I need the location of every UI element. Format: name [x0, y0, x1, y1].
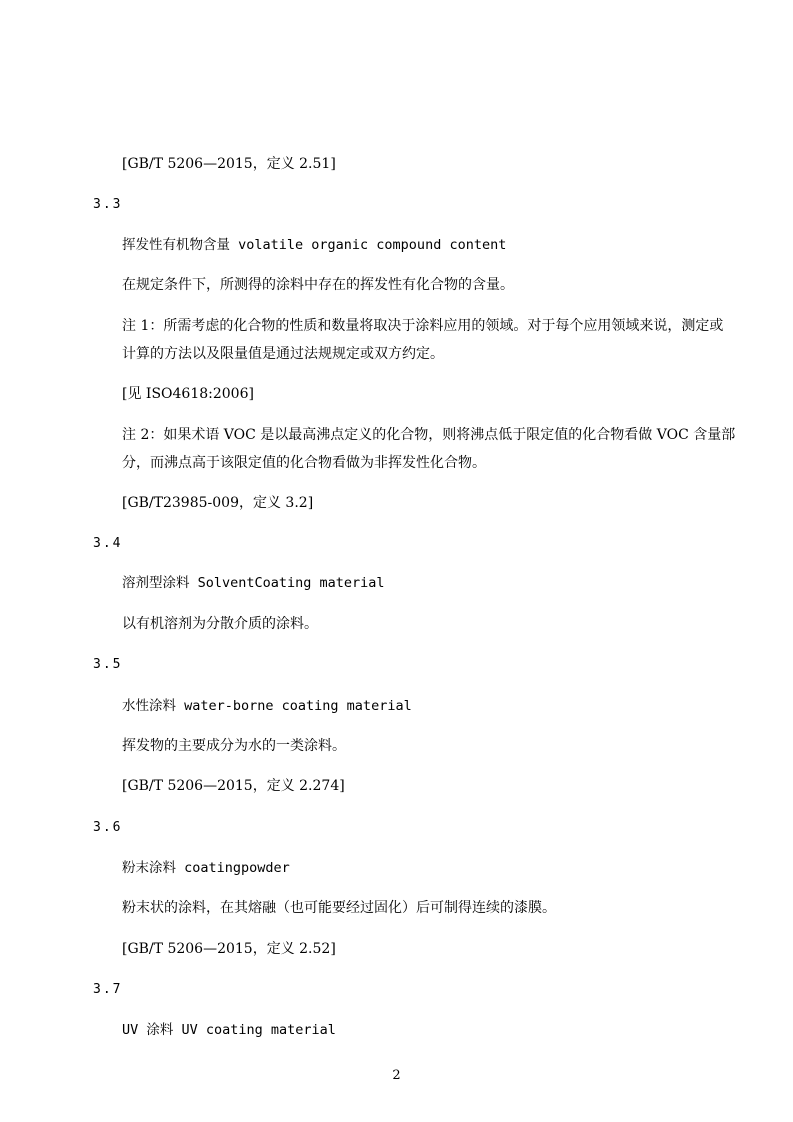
- term-heading: 水性涂料 water-borne coating material: [122, 698, 412, 714]
- clause-number: 3.4: [93, 536, 123, 551]
- definition-text: 粉末状的涂料，在其熔融（也可能要经过固化）后可制得连续的漆膜。: [122, 900, 556, 916]
- note-text: 注 1：所需考虑的化合物的性质和数量将取决于涂料应用的领域。对于每个应用领域来说，测定或: [122, 318, 724, 334]
- note-text-continued: 计算的方法以及限量值是通过法规规定或双方约定。: [122, 346, 444, 362]
- clause-number: 3.3: [93, 197, 123, 212]
- clause-number: 3.6: [93, 820, 123, 835]
- reference-line: [GB/T23985-009，定义 3.2]: [122, 495, 314, 511]
- term-heading: 挥发性有机物含量 volatile organic compound content: [122, 237, 507, 253]
- clause-number: 3.7: [93, 982, 123, 997]
- term-heading: 溶剂型涂料 SolventCoating material: [122, 575, 385, 591]
- note-text: 注 2：如果术语 VOC 是以最高沸点定义的化合物，则将沸点低于限定值的化合物看做 VOC 含量部: [122, 427, 736, 443]
- page-number: 2: [392, 1068, 401, 1083]
- reference-line: [GB/T 5206—2015，定义 2.52]: [122, 941, 336, 957]
- definition-text: 以有机溶剂为分散介质的涂料。: [122, 616, 318, 632]
- reference-line: [见 ISO4618:2006]: [122, 386, 254, 402]
- definition-text: 挥发物的主要成分为水的一类涂料。: [122, 738, 346, 754]
- note-text-continued: 分，而沸点高于该限定值的化合物看做为非挥发性化合物。: [122, 455, 486, 471]
- reference-line: [GB/T 5206—2015，定义 2.51]: [122, 156, 336, 172]
- definition-text: 在规定条件下，所测得的涂料中存在的挥发性有化合物的含量。: [122, 277, 514, 293]
- term-heading: UV 涂料 UV coating material: [122, 1022, 336, 1038]
- clause-number: 3.5: [93, 657, 123, 672]
- reference-line: [GB/T 5206—2015，定义 2.274]: [122, 778, 345, 794]
- term-heading: 粉末涂料 coatingpowder: [122, 860, 290, 876]
